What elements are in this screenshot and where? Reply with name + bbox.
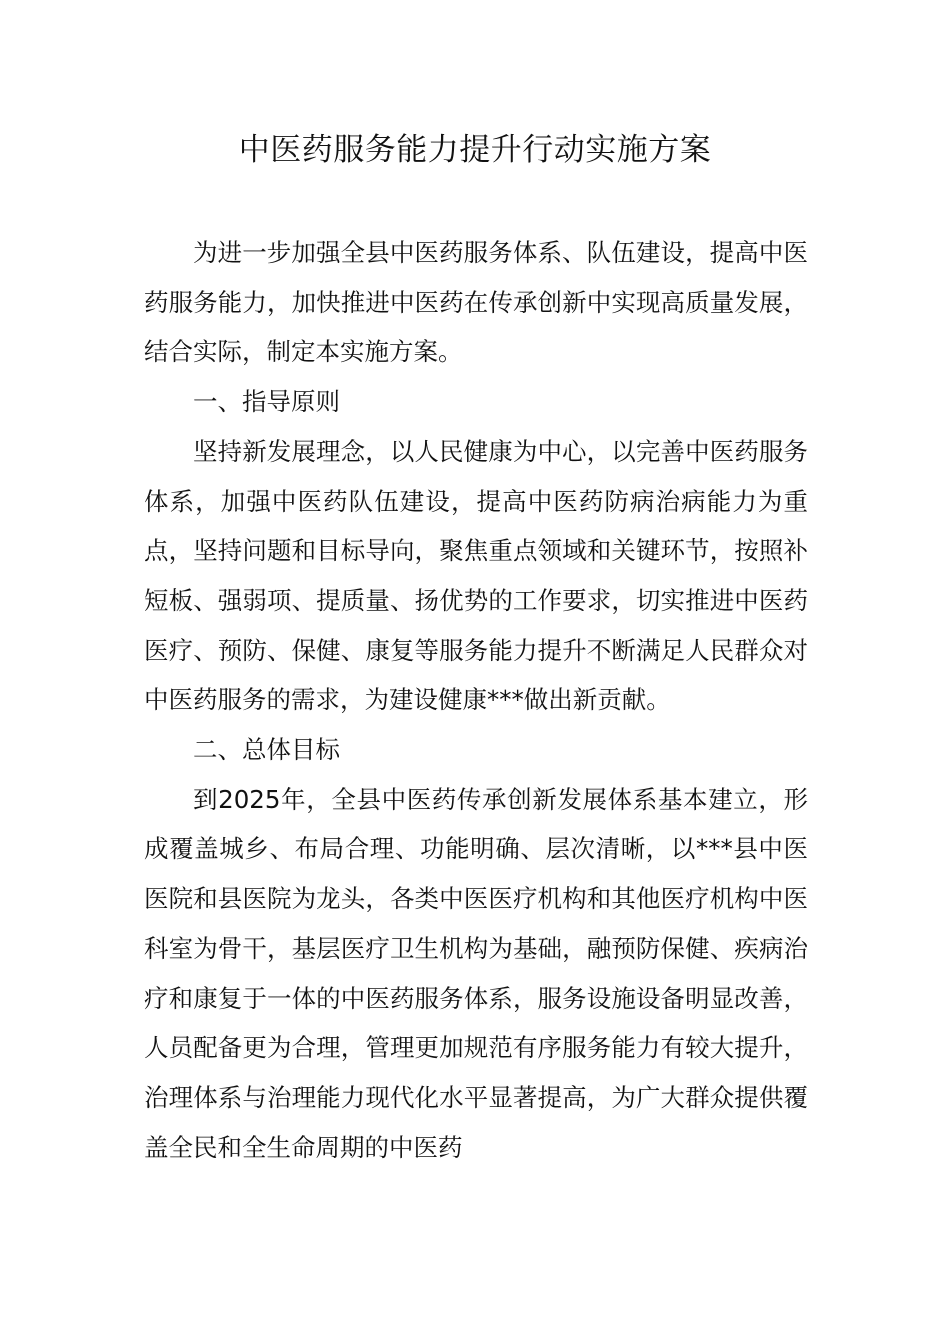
intro-paragraph: 为进一步加强全县中医药服务体系、队伍建设，提高中医药服务能力，加快推进中医药在传承创新中实现高质量发展，结合实际，制定本实施方案。	[144, 238, 808, 367]
section-heading-guiding-principles: 一、指导原则	[193, 387, 340, 417]
guiding-principles-paragraph: 坚持新发展理念，以人民健康为中心，以完善中医药服务体系，加强中医药队伍建设，提高中医药防病治病能力为重点，坚持问题和目标导向，聚焦重点领域和关键环节，按照补短板、强弱项、提质量、扬优势的工作要求，切实推进中医药医疗、预防、保健、康复等服务能力提升不断满足人民群众对中医药服务的需求，为建设健康***做出新贡献。	[144, 436, 808, 715]
document-title: 中医药服务能力提升行动实施方案	[238, 132, 712, 168]
overall-goals-paragraph: 到2025年，全县中医药传承创新发展体系基本建立，形成覆盖城乡、布局合理、功能明确、层次清晰，以***县中医医院和县医院为龙头，各类中医医疗机构和其他医疗机构中医科室为骨干，基层医疗卫生机构为基础，融预防保健、疾病治疗和康复于一体的中医药服务体系，服务设施设备明显改善，人员配备更为合理，管理更加规范有序服务能力有较大提升，治理体系与治理能力现代化水平显著提高，为广大群众提供覆盖全民和全生命周期的中医药	[144, 784, 808, 1162]
document-body	[144, 228, 808, 1172]
section-heading-overall-goals: 二、总体目标	[193, 735, 340, 765]
